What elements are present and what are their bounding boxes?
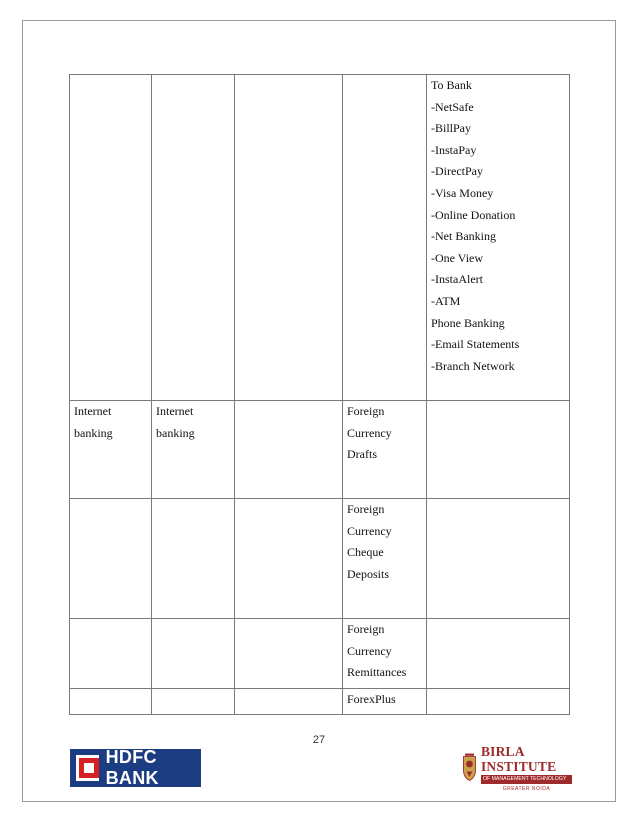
hdfc-logo: [70, 749, 201, 787]
table-cell: [235, 75, 343, 401]
table-cell: [235, 619, 343, 689]
table-row: [70, 689, 570, 715]
table-cell: [152, 499, 235, 619]
table-row: [70, 619, 570, 689]
bit-location: GREATER NOIDA: [502, 786, 551, 792]
table-cell: [70, 689, 152, 715]
table-cell: [152, 75, 235, 401]
table-cell: [70, 619, 152, 689]
bit-name: BIRLA INSTITUTE: [480, 744, 557, 774]
table-cell: [427, 401, 570, 499]
table-cell: [152, 619, 235, 689]
table-cell: [235, 499, 343, 619]
table-row: [70, 499, 570, 619]
table-cell: [343, 75, 427, 401]
table-cell: Foreign Currency Remittances: [343, 619, 427, 689]
table-cell: [235, 401, 343, 499]
table-cell: ForexPlus: [343, 689, 427, 715]
bit-seal-icon: [462, 747, 477, 787]
page-number: 27: [312, 734, 326, 746]
table-cell: [427, 689, 570, 715]
table-cell: [70, 75, 152, 401]
table-row: [70, 75, 570, 401]
hdfc-logo-text: HDFC BANK: [105, 747, 159, 788]
table-cell: [235, 689, 343, 715]
table-cell: Foreign Currency Drafts: [343, 401, 427, 499]
table-cell: Foreign Currency Cheque Deposits: [343, 499, 427, 619]
table-cell: Internet banking: [152, 401, 235, 499]
table-cell: [70, 499, 152, 619]
bit-subtitle: OF MANAGEMENT TECHNOLOGY: [481, 775, 572, 784]
table-cell: To Bank -NetSafe -BillPay -InstaPay -DirectPay -Visa Money -Online Donation -Net Banking -One View -InstaAlert -ATM Phone Banking -Email Statements -Branch Network: [427, 75, 570, 401]
table-cell: [427, 619, 570, 689]
hdfc-mark-icon: [76, 755, 99, 781]
table-cell: [427, 499, 570, 619]
services-table: [69, 74, 570, 715]
table-cell: Internet banking: [70, 401, 152, 499]
birla-institute-logo: [462, 744, 572, 790]
table-row: [70, 401, 570, 499]
table-cell: [152, 689, 235, 715]
